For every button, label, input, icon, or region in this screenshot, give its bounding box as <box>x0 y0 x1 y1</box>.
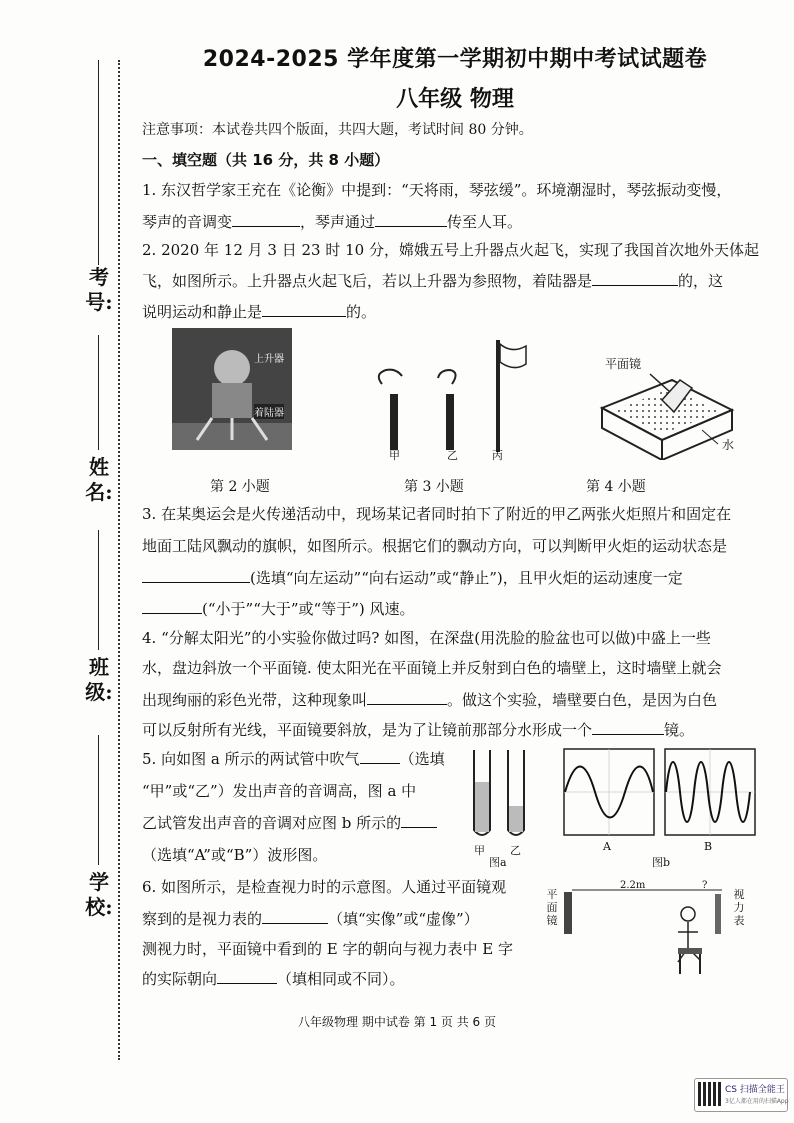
q3-line2: 地面工陆风飘动的旗帜，如图所示。根据它们的飘动方向，可以判断甲火炬的运动状态是 <box>142 537 728 555</box>
fig4-label-water: 水 <box>722 438 735 452</box>
fig6-label-chart: 视力表 <box>733 888 745 927</box>
fig2-label-lander: 着陆器 <box>254 404 284 419</box>
fig6-label-unknown: ? <box>702 880 708 891</box>
fig4-label-mirror: 平面镜 <box>605 357 642 371</box>
class-label: 班级: <box>85 655 113 704</box>
q2-line3: 说明运动和静止是 的。 <box>142 303 377 321</box>
qr-code-icon <box>698 1082 722 1106</box>
fig5a-label-yi: 乙 <box>510 844 521 857</box>
exam-no-line <box>98 60 99 265</box>
page-footer: 八年级物理 期中试卷 第 1 页 共 6 页 <box>298 1015 496 1029</box>
class-line <box>98 530 99 650</box>
school-line <box>98 735 99 865</box>
q5-line4: （选填“A”或“B”）波形图。 <box>142 846 328 864</box>
fig4-caption: 第 4 小题 <box>586 479 646 495</box>
scanner-tagline: 3亿人都在用的扫描App <box>725 1098 789 1105</box>
q5-blank-1[interactable] <box>360 749 400 764</box>
section-heading: 一、填空题（共 16 分，共 8 小题） <box>142 151 390 169</box>
lander-illustration <box>172 328 292 450</box>
fig3-caption: 第 3 小题 <box>404 479 464 495</box>
exam-title: 2024-2025 学年度第一学期初中期中考试试题卷 <box>202 47 708 72</box>
fig2-caption: 第 2 小题 <box>210 479 270 495</box>
q3-line4: (“小于”“大于”或“等于”) 风速。 <box>142 599 414 619</box>
q6-blank-2[interactable] <box>217 969 277 984</box>
q2-blank-2[interactable] <box>262 302 346 317</box>
fig5b-caption: 图b <box>652 856 671 869</box>
fig3-label-jia: 甲 <box>389 449 400 462</box>
school-label: 学校: <box>85 870 113 919</box>
notice-text: 注意事项：本试卷共四个版面，共四大题，考试时间 80 分钟。 <box>142 122 533 138</box>
fig5a-test-tubes <box>466 746 536 841</box>
fig3-label-bing: 丙 <box>492 449 503 462</box>
fig2-label-ascender: 上升器 <box>254 354 284 365</box>
fig6-vision-test <box>560 882 760 982</box>
binding-dotted-line <box>118 60 120 1060</box>
q5-line2: “甲”或“乙”）发出声音的音调高，图 a 中 <box>142 782 417 800</box>
fig5a-label-jia: 甲 <box>474 844 485 857</box>
q5-blank-2[interactable] <box>401 813 437 828</box>
fig5a-caption: 图a <box>489 856 507 869</box>
q6-blank-1[interactable] <box>262 909 328 924</box>
fig6-label-distance: 2.2m <box>620 880 646 891</box>
q3-line3: (选填“向左运动”“向右运动”或“静止”)，且甲火炬的运动速度一定 <box>142 568 683 588</box>
q6-line4: 的实际朝向 （填相同或不同）。 <box>142 970 405 988</box>
q4-line4: 可以反射所有光线，平面镜要斜放，是为了让镜前那部分水形成一个 镜。 <box>142 721 695 739</box>
q4-line2: 水，盘边斜放一个平面镜. 使太阳光在平面镜上并反射到白色的墙壁上，这时墙壁上就会 <box>142 659 722 677</box>
q2-line1: 2. 2020 年 12 月 3 日 23 时 10 分，嫦娥五号上升器点火起飞，实现了我国首次地外天体起 <box>142 241 759 259</box>
q3-blank-1[interactable] <box>142 568 250 583</box>
q5-line3: 乙试管发出声音的音调对应图 b 所示的 <box>142 813 437 833</box>
q4-line3: 出现绚丽的彩色光带，这种现象叫 。做这个实验，墙壁要白色，是因为白色 <box>142 691 718 709</box>
fig5b-label-b: B <box>704 840 713 853</box>
name-label: 姓名: <box>85 455 113 504</box>
q2-line2: 飞，如图所示。上升器点火起飞后，若以上升器为参照物，着陆器是 的，这 <box>142 272 724 290</box>
exam-subtitle: 八年级 物理 <box>396 87 514 112</box>
q4-blank-1[interactable] <box>367 690 447 705</box>
fig4-basin-mirror <box>592 360 742 460</box>
q4-blank-2[interactable] <box>592 720 664 735</box>
exam-no-label: 考号: <box>85 265 113 314</box>
q5-line1: 5. 向如图 a 所示的两试管中吹气 （选填 <box>142 750 445 768</box>
q2-blank-1[interactable] <box>592 271 678 286</box>
fig5b-waveform-a <box>563 748 655 836</box>
q6-line1: 6. 如图所示，是检查视力时的示意图。人通过平面镜观 <box>142 878 507 896</box>
fig6-label-mirror: 平面镜 <box>546 888 558 927</box>
fig3-label-yi: 乙 <box>447 449 458 462</box>
fig2-photo <box>172 328 292 450</box>
q4-line1: 4. “分解太阳光”的小实验你做过吗? 如图，在深盘(用洗脸的脸盆也可以做)中盛上一些 <box>142 629 711 647</box>
q1-line1: 1. 东汉哲学家王充在《论衡》中提到：“天将雨，琴弦缓”。环境潮湿时，琴弦振动变慢， <box>142 181 732 199</box>
q6-line3: 测视力时，平面镜中看到的 E 字的朝向与视力表中 E 字 <box>142 940 513 958</box>
q3-blank-2[interactable] <box>142 599 202 614</box>
q3-line1: 3. 在某奥运会是火传递活动中，现场某记者同时拍下了附近的甲乙两张火炬照片和固定在 <box>142 505 732 523</box>
fig5b-label-a: A <box>603 840 611 853</box>
q6-line2: 察到的是视力表的 （填“实像”或“虚像”） <box>142 910 479 928</box>
name-line <box>98 335 99 450</box>
q1-blank-2[interactable] <box>375 212 447 227</box>
scanner-watermark <box>694 1078 788 1112</box>
q1-blank-1[interactable] <box>232 212 300 227</box>
q1-line2: 琴声的音调变 ，琴声通过 传至人耳。 <box>142 213 523 231</box>
fig5b-waveform-b <box>664 748 756 836</box>
scanner-brand: CS 扫描全能王 <box>725 1085 785 1095</box>
